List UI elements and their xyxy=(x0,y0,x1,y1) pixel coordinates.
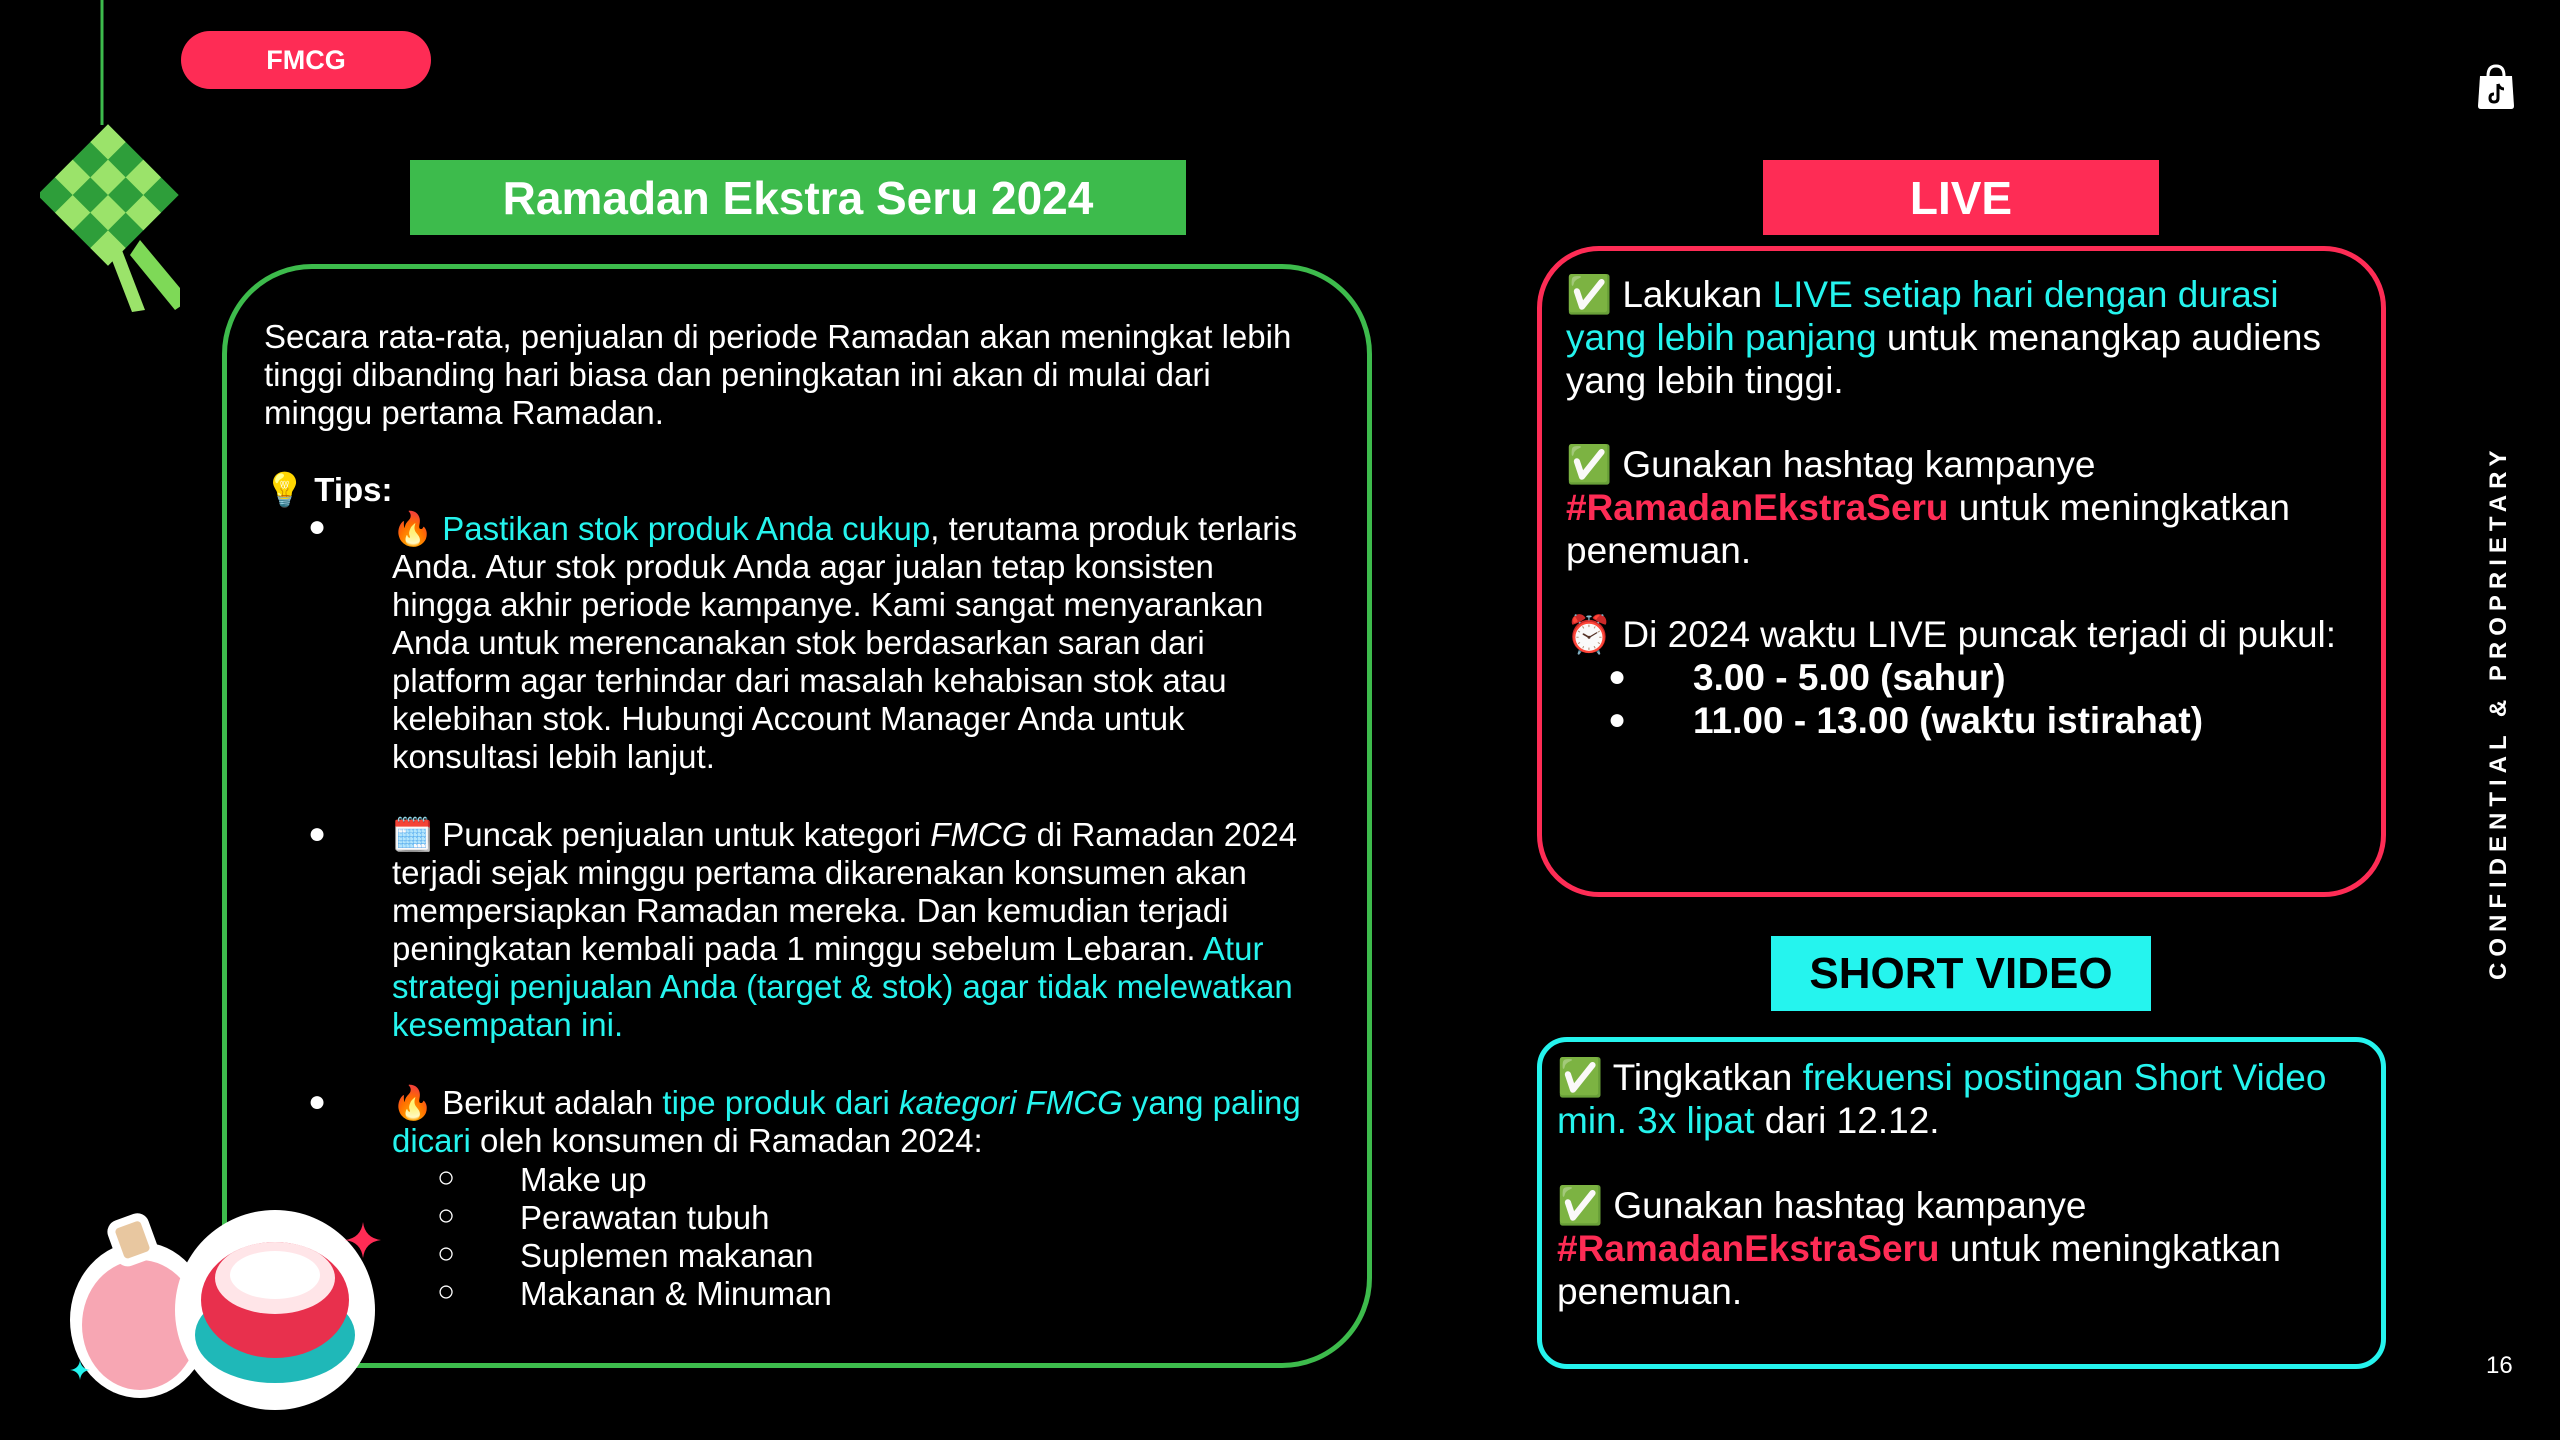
sparkle-icon xyxy=(70,1360,90,1380)
page-number: 16 xyxy=(2486,1352,2513,1379)
short-video-title: SHORT VIDEO xyxy=(1771,936,2151,1011)
peak-time-item: 3.00 - 5.00 (sahur) xyxy=(1693,657,2006,698)
check-icon: ✅ xyxy=(1557,1057,1604,1098)
confidential-label: CONFIDENTIAL & PROPRIETARY xyxy=(2485,444,2512,980)
campaign-hashtag: #RamadanEkstraSeru xyxy=(1566,487,1949,528)
bullet-dot: ● xyxy=(308,510,327,543)
check-icon: ✅ xyxy=(1566,274,1613,315)
bullet-dot: ● xyxy=(308,817,327,850)
fire-icon: 🔥 xyxy=(392,1084,434,1121)
live-title: LIVE xyxy=(1763,160,2159,235)
check-icon: ✅ xyxy=(1557,1185,1604,1226)
check-icon: ✅ xyxy=(1566,444,1613,485)
tips-heading: 💡 Tips: xyxy=(264,471,393,508)
sub-bullet: ○ xyxy=(437,1161,456,1194)
peak-time-item: 11.00 - 13.00 (waktu istirahat) xyxy=(1693,700,2204,741)
sub-bullet: ○ xyxy=(437,1199,456,1232)
ketupat-icon xyxy=(40,0,180,320)
intro-text: Secara rata-rata, penjualan di periode Ramadan akan meningkat lebih tinggi dibanding hari biasa dan peningkatan ini akan di mulai dari minggu pertama Ramadan. xyxy=(264,318,1292,431)
tip-peak-sales: 🗓️ Puncak penjualan untuk kategori FMCG di Ramadan 2024 terjadi sejak minggu pertama dikarenakan konsumen akan mempersiapkan Ramadan mereka. Dan kemudian terjadi peningkatan kembali pada 1 minggu sebelum Lebaran. Atur strategi penjualan Anda (target & stok) agar tidak melewatkan kesempatan ini. xyxy=(392,816,1298,1043)
campaign-title: Ramadan Ekstra Seru 2024 xyxy=(410,160,1186,235)
live-peak-times: ⏰ Di 2024 waktu LIVE puncak terjadi di pukul: xyxy=(1566,614,2337,655)
live-tip-hashtag: ✅ Gunakan hashtag kampanye #RamadanEkstraSeru untuk meningkatkan penemuan. xyxy=(1566,444,2290,571)
bullet-dot: ● xyxy=(1608,660,1627,693)
sub-bullet: ○ xyxy=(437,1237,456,1270)
alarm-clock-icon: ⏰ xyxy=(1566,614,1613,655)
sv-tip-frequency: ✅ Tingkatkan frekuensi postingan Short Video min. 3x lipat dari 12.12. xyxy=(1557,1057,2327,1141)
product-type-item: Make up xyxy=(520,1161,647,1198)
tip-stock: 🔥 Pastikan stok produk Anda cukup, terutama produk terlaris Anda. Atur stok produk Anda agar jualan tetap konsisten hingga akhir periode kampanye. Kami sangat menyarankan Anda untuk merencanakan stok berdasarkan saran dari platform agar terhindar dari masalah kehabisan stok atau kelebihan stok. Hubungi Account Manager Anda untuk konsultasi lebih lanjut. xyxy=(392,510,1298,775)
product-type-item: Makanan & Minuman xyxy=(520,1275,832,1312)
campaign-hashtag: #RamadanEkstraSeru xyxy=(1557,1228,1940,1269)
live-tip-duration: ✅ Lakukan LIVE setiap hari dengan durasi yang lebih panjang untuk menangkap audiens yang lebih tinggi. xyxy=(1566,274,2321,401)
sub-bullet: ○ xyxy=(437,1275,456,1308)
product-type-item: Suplemen makanan xyxy=(520,1237,814,1274)
bullet-dot: ● xyxy=(1608,703,1627,736)
category-tag: FMCG xyxy=(181,31,431,89)
tiktok-shop-icon xyxy=(2476,62,2516,110)
product-type-item: Perawatan tubuh xyxy=(520,1199,770,1236)
bullet-dot: ● xyxy=(308,1085,327,1118)
fire-icon: 🔥 xyxy=(392,510,434,547)
sv-tip-hashtag: ✅ Gunakan hashtag kampanye #RamadanEkstraSeru untuk meningkatkan penemuan. xyxy=(1557,1185,2281,1312)
tip-product-types: 🔥 Berikut adalah tipe produk dari kategori FMCG yang paling dicari oleh konsumen di Ramadan 2024: xyxy=(392,1084,1301,1159)
sparkle-icon xyxy=(345,1222,381,1258)
calendar-icon: 🗓️ xyxy=(392,816,434,853)
cosmetics-illustration xyxy=(60,1190,380,1410)
bulb-icon: 💡 xyxy=(264,471,306,508)
